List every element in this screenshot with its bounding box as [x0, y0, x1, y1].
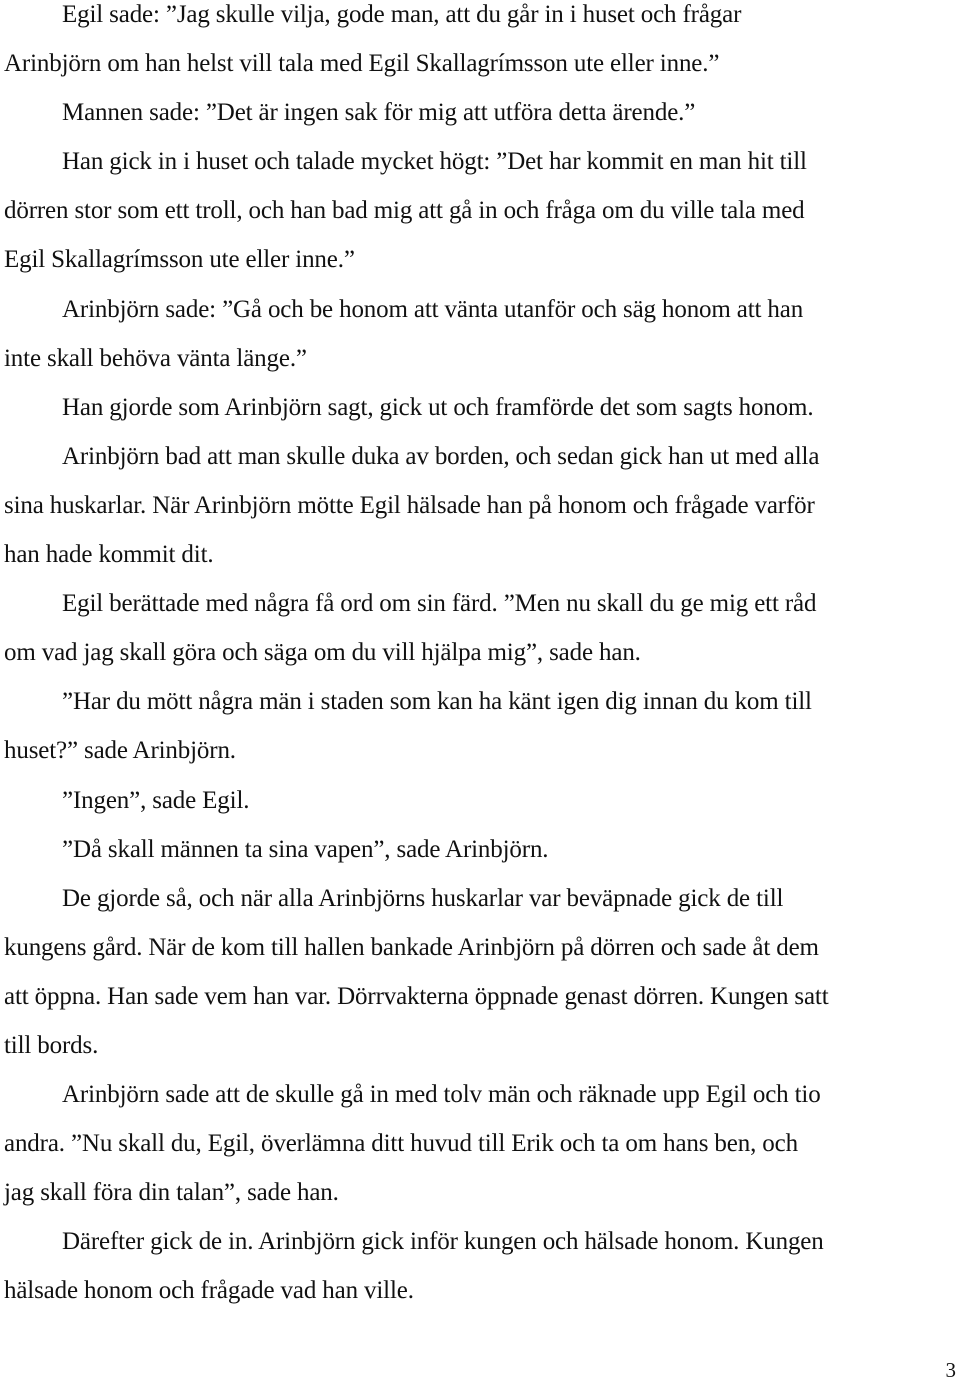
text-line: De gjorde så, och när alla Arinbjörns huskarlar var beväpnade gick de till — [62, 884, 784, 912]
paragraph — [4, 0, 958, 88]
text-line: Egil Skallagrímsson ute eller inne.” — [4, 246, 355, 274]
text-line: till bords. — [4, 1031, 99, 1059]
text-line: Han gjorde som Arinbjörn sagt, gick ut och framförde det som sagts honom. — [62, 393, 814, 421]
paragraph — [4, 383, 958, 432]
text-line: Arinbjörn sade att de skulle gå in med tolv män och räknade upp Egil och tio — [62, 1081, 821, 1109]
text-line: inte skall behöva vänta länge.” — [4, 344, 307, 372]
text-line: Arinbjörn bad att man skulle duka av borden, och sedan gick han ut med alla — [62, 442, 820, 470]
paragraph — [4, 874, 958, 1070]
page-number: 3 — [945, 1358, 956, 1382]
text-line: ”Har du mött några män i staden som kan ha känt igen dig innan du kom till — [62, 688, 812, 716]
text-line: Egil sade: ”Jag skulle vilja, gode man, att du går in i huset och frågar — [62, 1, 742, 28]
text-line: huset?” sade Arinbjörn. — [4, 737, 236, 765]
paragraph — [4, 677, 958, 775]
text-line: Arinbjörn sade: ”Gå och be honom att vänta utanför och säg honom att han — [62, 295, 804, 323]
text-line: sina huskarlar. När Arinbjörn mötte Egil hälsade han på honom och frågade varför — [4, 491, 815, 519]
paragraph — [4, 88, 958, 137]
text-line: Egil berättade med några få ord om sin färd. ”Men nu skall du ge mig ett råd — [62, 590, 817, 618]
text-line: han hade kommit dit. — [4, 541, 214, 569]
text-line: ”Då skall männen ta sina vapen”, sade Arinbjörn. — [62, 835, 549, 863]
paragraph — [4, 1217, 958, 1315]
paragraph — [4, 579, 958, 677]
text-line: hälsade honom och frågade vad han ville. — [4, 1277, 414, 1305]
body-text — [4, 0, 958, 1316]
text-line: andra. ”Nu skall du, Egil, överlämna ditt huvud till Erik och ta om hans ben, och — [4, 1130, 798, 1158]
paragraph — [4, 137, 958, 284]
paragraph — [4, 776, 958, 825]
text-line: att öppna. Han sade vem han var. Dörrvakterna öppnade genast dörren. Kungen satt — [4, 982, 829, 1010]
paragraph — [4, 825, 958, 874]
paragraph — [4, 1070, 958, 1217]
paragraph — [4, 285, 958, 383]
text-line: ”Ingen”, sade Egil. — [62, 786, 250, 814]
text-line: Mannen sade: ”Det är ingen sak för mig att utföra detta ärende.” — [62, 99, 696, 127]
text-line: jag skall föra din talan”, sade han. — [4, 1179, 339, 1207]
text-line: Därefter gick de in. Arinbjörn gick inför kungen och hälsade honom. Kungen — [62, 1228, 824, 1256]
text-line: Arinbjörn om han helst vill tala med Egil Skallagrímsson ute eller inne.” — [4, 50, 720, 78]
text-line: Han gick in i huset och talade mycket högt: ”Det har kommit en man hit till — [62, 148, 807, 176]
text-line: dörren stor som ett troll, och han bad mig att gå in och fråga om du ville tala med — [4, 197, 805, 225]
paragraph — [4, 432, 958, 579]
text-line: om vad jag skall göra och säga om du vill hjälpa mig”, sade han. — [4, 639, 641, 667]
text-line: kungens gård. När de kom till hallen bankade Arinbjörn på dörren och sade åt dem — [4, 933, 819, 961]
